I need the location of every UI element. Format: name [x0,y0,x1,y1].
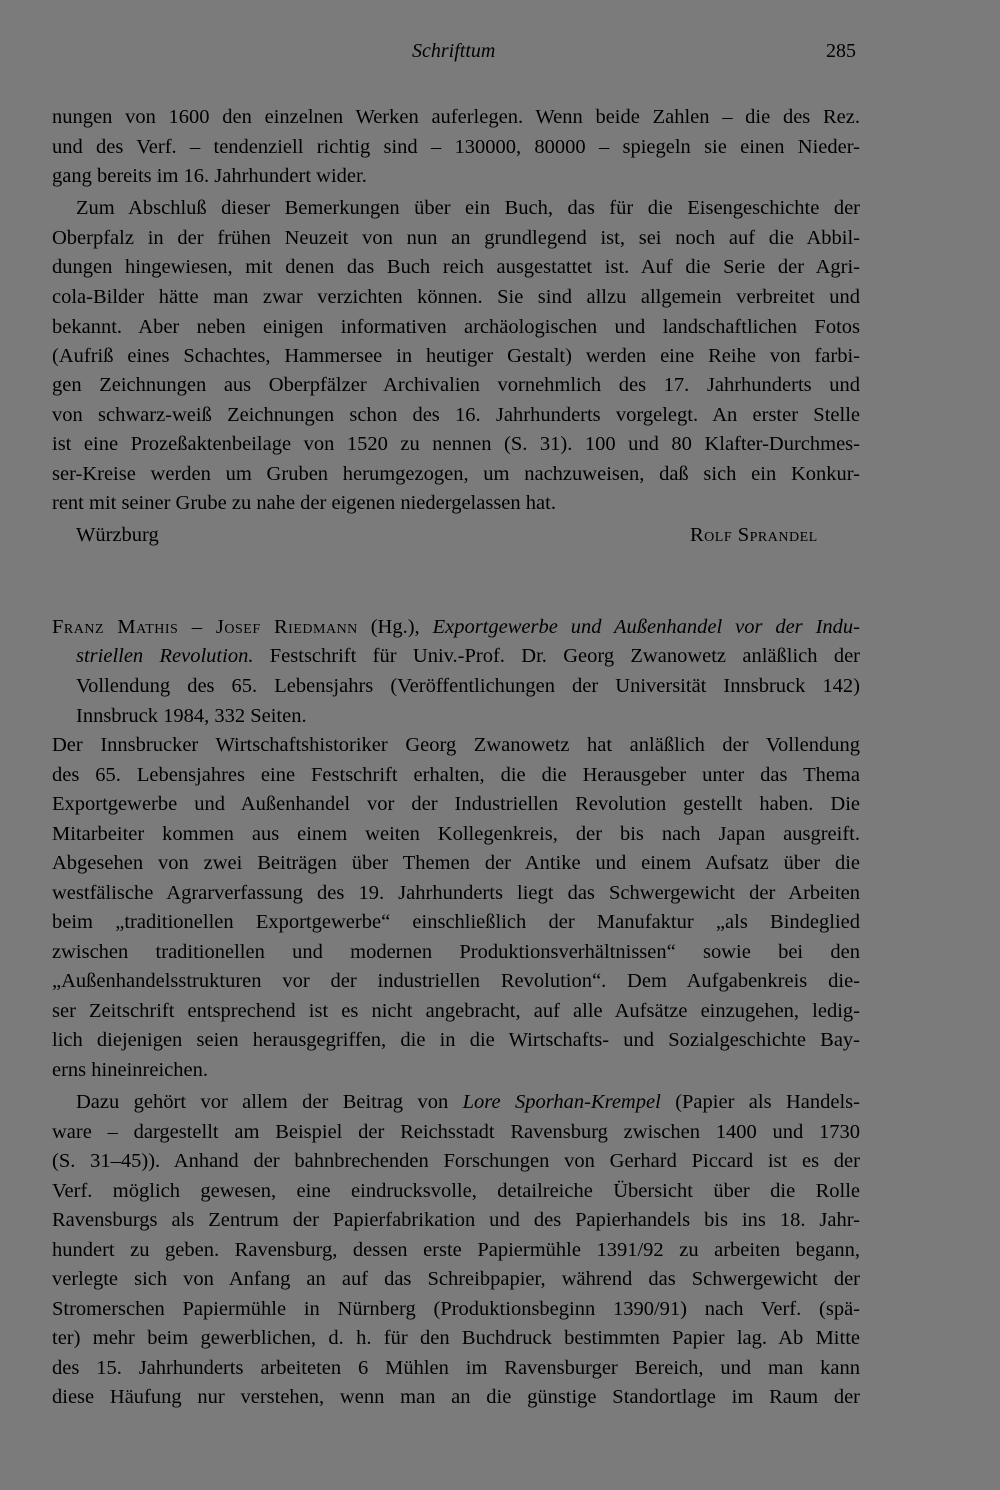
text-line: Exportgewerbe und Außenhandel vor der Industriellen Revolution gestellt haben. Die [52,793,860,815]
text-line: verlegte sich von Anfang an auf das Schreibpapier, während das Schwergewicht der [52,1268,860,1290]
text-line: von schwarz-weiß Zeichnungen schon des 16. Jahrhunderts vorgelegt. An erster Stelle [52,404,860,426]
text-line: ser-Kreise werden um Gruben herumgezogen, um nachzuweisen, daß sich ein Konkur- [52,463,860,485]
review-place: Würzburg [76,524,159,546]
text-line: Oberpfalz in der frühen Neuzeit von nun an grundlegend ist, sei noch auf die Abbil- [52,227,860,249]
text-line: hundert zu geben. Ravensburg, dessen erste Papiermühle 1391/92 zu arbeiten begann, [52,1239,860,1261]
text-line: gen Zeichnungen aus Oberpfälzer Archivalien vornehmlich des 17. Jahrhunderts und [52,374,860,396]
text-run: (Papier als Handels- [660,1091,860,1113]
text-line: dungen hingewiesen, mit denen das Buch reich ausgestattet ist. Auf die Serie der Agri- [52,256,860,278]
text-line: nungen von 1600 den einzelnen Werken auferlegen. Wenn beide Zahlen – die des Rez. [52,106,860,128]
citation-line [76,642,860,672]
citation-line [52,613,860,643]
book-title: Exportgewerbe und Außenhandel vor der Indu- [432,616,860,638]
text-line: Abgesehen von zwei Beiträgen über Themen der Antike und einem Aufsatz über die [52,852,860,874]
text-line: „Außenhandelsstrukturen vor der industriellen Revolution“. Dem Aufgabenkreis die- [52,970,860,992]
text-line: bekannt. Aber neben einigen informativen archäologischen und landschaftlichen Fotos [52,316,860,338]
text-line: Verf. möglich gewesen, eine eindrucksvolle, detailreiche Übersicht über die Rolle [52,1180,860,1202]
text-line: lich diejenigen seien herausgegriffen, die in die Wirtschafts- und Sozialgeschichte Bay- [52,1029,860,1051]
reviewer-name: Rolf Sprandel [690,524,818,546]
running-title: Schrifttum [412,40,496,62]
text-line: (S. 31–45)). Anhand der bahnbrechenden Forschungen von Gerhard Piccard ist es der [52,1150,860,1172]
book-title-continued: striellen Revolution. [76,645,254,667]
text-line: und des Verf. – tendenziell richtig sind – 130000, 80000 – spiegeln sie einen Nieder- [52,136,860,158]
text-line: Stromerschen Papiermühle in Nürnberg (Produktionsbeginn 1390/91) nach Verf. (spä- [52,1298,860,1320]
page-number: 285 [826,40,856,62]
text-line [76,1088,860,1118]
text-run: Dazu gehört vor allem der Beitrag von [76,1091,463,1113]
text-line: des 65. Lebensjahres eine Festschrift erhalten, die die Herausgeber unter das Thema [52,764,860,786]
page-header [0,40,1000,74]
text-line: ter) mehr beim gewerblichen, d. h. für den Buchdruck bestimmten Papier lag. Ab Mitte [52,1327,860,1349]
text-line: westfälische Agrarverfassung des 19. Jahrhunderts liegt das Schwergewicht der Arbeiten [52,882,860,904]
text-line: Zum Abschluß dieser Bemerkungen über ein Buch, das für die Eisengeschichte der [76,197,860,219]
text-line: ser Zeitschrift entsprechend ist es nicht angebracht, auf alle Aufsätze einzugehen, ledig- [52,1000,860,1022]
text-line: rent mit seiner Grube zu nahe der eigenen niedergelassen hat. [52,492,556,514]
citation-line: Innsbruck 1984, 332 Seiten. [76,705,307,727]
text-line: gang bereits im 16. Jahrhundert wider. [52,165,367,187]
article-author: Lore Sporhan-Krempel [462,1091,661,1113]
text-line: zwischen traditionellen und modernen Produktionsverhältnissen“ sowie bei den [52,941,860,963]
citation-details: Festschrift für Univ.-Prof. Dr. Georg Zwanowetz anläßlich der [253,645,860,667]
editor-mark: (Hg.), [357,616,433,638]
text-line: diese Häufung nur verstehen, wenn man an die günstige Standortlage im Raum der [52,1386,860,1408]
text-line: Der Innsbrucker Wirtschaftshistoriker Georg Zwanowetz hat anläßlich der Vollendung [52,734,860,756]
book-authors: Franz Mathis – Josef Riedmann [52,616,358,638]
text-line: ware – dargestellt am Beispiel der Reichsstadt Ravensburg zwischen 1400 und 1730 [52,1121,860,1143]
text-line: (Aufriß eines Schachtes, Hammersee in heutiger Gestalt) werden eine Reihe von farbi- [52,345,860,367]
text-line: Mitarbeiter kommen aus einem weiten Kollegenkreis, der bis nach Japan ausgreift. [52,823,860,845]
text-line: erns hineinreichen. [52,1059,208,1081]
citation-line: Vollendung des 65. Lebensjahrs (Veröffentlichungen der Universität Innsbruck 142) [76,675,860,697]
text-line: des 15. Jahrhunderts arbeiteten 6 Mühlen im Ravensburger Bereich, und man kann [52,1357,860,1379]
text-line: cola-Bilder hätte man zwar verzichten können. Sie sind allzu allgemein verbreitet und [52,286,860,308]
text-line: beim „traditionellen Exportgewerbe“ einschließlich der Manufaktur „als Bindeglied [52,911,860,933]
text-line: Ravensburgs als Zentrum der Papierfabrikation und des Papierhandels bis ins 18. Jahr- [52,1209,860,1231]
text-line: ist eine Prozeßaktenbeilage von 1520 zu nennen (S. 31). 100 und 80 Klafter-Durchmes- [52,433,860,455]
